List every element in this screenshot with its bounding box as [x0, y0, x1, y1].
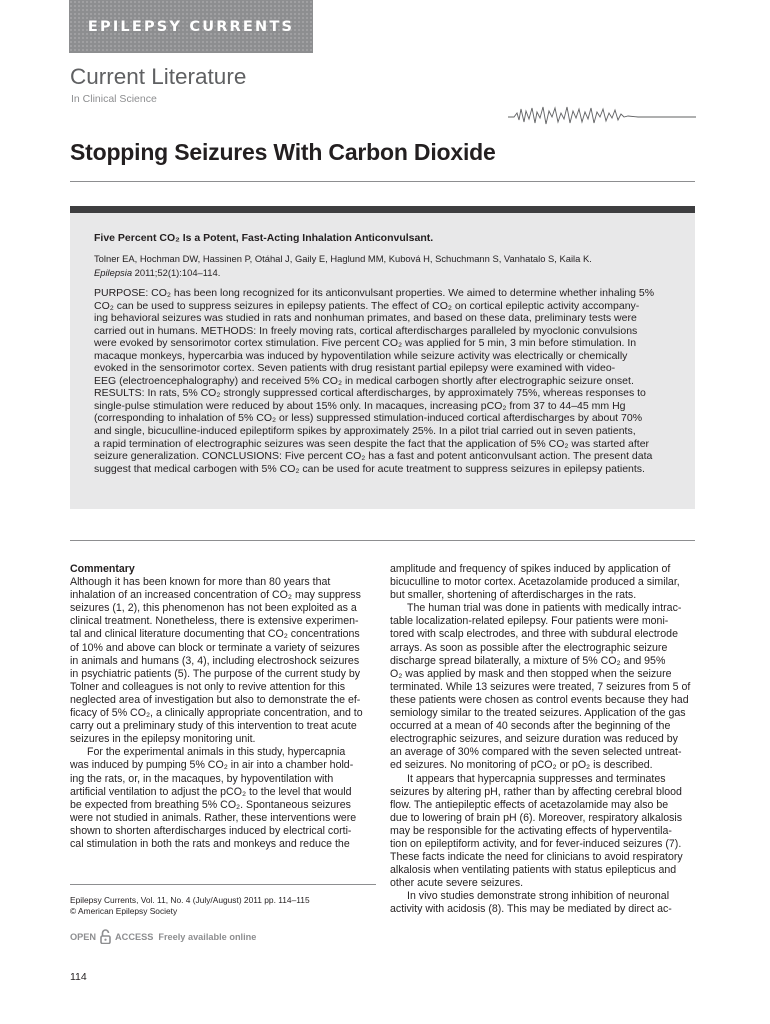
- eeg-wave-decoration: [508, 103, 696, 127]
- commentary-line: carry out a preliminary study of this intervention to treat acute: [70, 720, 357, 733]
- abstract-authors: Tolner EA, Hochman DW, Hassinen P, Otáhal J, Gaily E, Haglund MM, Kubová H, Schuchmann S, Vanhatalo S, Kaila K.: [94, 253, 592, 264]
- commentary-line: terminated. While 13 seizures were treated, 7 seizures from 5 of: [390, 680, 691, 693]
- abstract-line: EEG (electroencephalography) and received 5% CO₂ in medical carbogen shortly after electrographic seizure onset.: [94, 374, 634, 387]
- abstract-line: were evoked by sensorimotor cortex stimulation. Five percent CO₂ was applied for 5 min, 3 min before stimulation. In: [94, 337, 637, 350]
- abstract-line: suggest that medical carbogen with 5% CO₂ can be used for acute treatment to suppress seizures in epilepsy patients.: [94, 462, 645, 475]
- commentary-line: an average of 30% compared with the seven selected untreat-: [390, 746, 682, 759]
- abstract-line: (corresponding to inhalation of 5% CO₂ or less) suppressed stimulation-induced cortical afterdischarges by about 70%: [94, 412, 643, 425]
- open-access-note: Freely available online: [158, 931, 257, 942]
- journal-name: EPILEPSY CURRENTS: [87, 19, 295, 35]
- commentary-left-column: [70, 563, 376, 851]
- commentary-line: It appears that hypercapnia suppresses and terminates: [407, 772, 666, 785]
- abstract-title: Five Percent CO₂ Is a Potent, Fast-Acting Inhalation Anticonvulsant.: [94, 232, 434, 244]
- commentary-line: The human trial was done in patients with medically intrac-: [407, 602, 682, 615]
- commentary-line: table localization-related epilepsy. Four patients were moni-: [390, 615, 669, 628]
- commentary-line: tion on epileptiform activity, and for fever-induced seizures (7).: [390, 837, 682, 850]
- commentary-line: but smaller, shortening of afterdischarges in the rats.: [390, 589, 637, 602]
- commentary-line: In vivo studies demonstrate strong inhibition of neuronal: [407, 890, 670, 903]
- commentary-line: clinical treatment. Nonetheless, there is extensive experimen-: [70, 615, 359, 628]
- open-access-label: [70, 929, 256, 944]
- footer: [70, 895, 310, 917]
- commentary-line: other acute severe seizures.: [390, 877, 524, 890]
- commentary-line: inhalation of an increased concentration of CO₂ may suppress: [70, 589, 361, 602]
- abstract-line: seizure generalization. CONCLUSIONS: Five percent CO₂ has a fast and potent anticonvulsant action. The present data: [94, 450, 653, 463]
- footer-citation: Epilepsy Currents, Vol. 11, No. 4 (July/August) 2011 pp. 114–115: [70, 895, 310, 905]
- commentary-line: Although it has been known for more than 80 years that: [70, 576, 331, 589]
- header-rule: [70, 181, 695, 182]
- section-title: Current Literature: [70, 64, 247, 89]
- commentary-line: be expected from breathing 5% CO₂. Spontaneous seizures: [70, 798, 351, 811]
- abstract-line: a rapid termination of electrographic seizures was seen despite the fact that the application of 5% CO₂ was started after: [94, 437, 650, 450]
- commentary-line: These facts indicate the need for clinicians to avoid respiratory: [390, 851, 683, 864]
- commentary-line: discharge spread bilaterally, a mixture of 5% CO₂ and 95%: [390, 654, 666, 667]
- commentary-line: was induced by pumping 5% CO₂ in air into a chamber hold-: [70, 759, 354, 772]
- commentary-line: shown to shorten afterdischarges induced by electrical corti-: [70, 824, 352, 837]
- section-rule: [70, 540, 695, 541]
- commentary-line: in animals and humans (3, 4), including electroshock seizures: [70, 654, 360, 667]
- abstract-citation: [94, 267, 220, 278]
- abstract-body: [94, 287, 674, 475]
- abstract-line: evoked in the sensorimotor cortex. Seven patients with drug resistant partial epilepsy were examined with video-: [94, 362, 616, 375]
- abstract-line: macaque monkeys, hypercarbia was induced by hypoventilation while seizure activity was electrically or chemically: [94, 349, 628, 362]
- open-access-word-access: ACCESS: [115, 931, 154, 942]
- citation-details: 2011;52(1):104–114.: [132, 267, 221, 278]
- commentary-line: arrays. As soon as possible after the electrographic seizure: [390, 641, 668, 654]
- abstract-line: carried out in humans. METHODS: In freely moving rats, cortical afterdischarges paralleled by myoclonic convulsions: [94, 324, 638, 337]
- page-number: 114: [70, 971, 87, 983]
- commentary-line: activity with acidosis (8). This may be mediated by direct ac-: [390, 903, 672, 916]
- commentary-line: tal and clinical literature documenting that CO₂ concentrations: [70, 628, 360, 641]
- commentary-line: ed seizures. No monitoring of pCO₂ or pO₂ is described.: [390, 759, 653, 772]
- commentary-right-column: [390, 563, 696, 917]
- commentary-line: of 10% and above can block or terminate a variety of seizures: [70, 641, 360, 654]
- commentary-line: these patients were chosen as control events because they had: [390, 693, 689, 706]
- commentary-line: semiology similar to the treated seizures. Application of the gas: [390, 707, 686, 720]
- article-title: Stopping Seizures With Carbon Dioxide: [70, 139, 496, 165]
- commentary-line: may be responsible for the activating effects of hyperventila-: [390, 824, 672, 837]
- commentary-line: Tolner and colleagues is not only to revive attention for this: [70, 680, 346, 693]
- abstract-line: PURPOSE: CO₂ has been long recognized for its anticonvulsant properties. We aimed to determine whether inhaling 5%: [94, 287, 655, 299]
- commentary-line: flow. The antiepileptic effects of acetazolamide may also be: [390, 798, 669, 811]
- commentary-line: in psychiatric patients (5). The purpose of the current study by: [70, 667, 361, 680]
- commentary-line: O₂ was applied by mask and then stopped when the seizure: [390, 667, 672, 680]
- commentary-line: seizures by altering pH, rather than by affecting cerebral blood: [390, 785, 682, 798]
- commentary-line: cal stimulation in both the rats and monkeys and reduce the: [70, 837, 350, 850]
- abstract-line: and single, bicuculline-induced epileptiform spikes by approximately 25%. In a pilot trial carried out in seven patients,: [94, 425, 636, 438]
- abstract-line: ing behavioral seizures was studied in rats and nonhuman primates, and based on these data, preliminary tests were: [94, 312, 637, 325]
- abstract-line: RESULTS: In rats, 5% CO₂ strongly suppressed cortical afterdischarges, by approximately 75%, whereas responses to: [94, 387, 646, 400]
- commentary-line: due to lowering of brain pH (6). Moreover, respiratory alkalosis: [390, 811, 683, 824]
- footer-rule: [70, 884, 376, 885]
- commentary-line: bicuculline to motor cortex. Acetazolamide produced a similar,: [390, 576, 680, 589]
- abstract-line: CO₂ can be used to suppress seizures in epilepsy patients. The effect of CO₂ on cortical epileptic activity accompany-: [94, 299, 640, 312]
- commentary-line: alkalosis when ventilating patients with status epilepticus and: [390, 864, 677, 877]
- commentary-line: tored with scalp electrodes, and three with subdural electrode: [390, 628, 678, 641]
- open-lock-icon: [100, 929, 111, 944]
- commentary-line: ficacy of 5% CO₂, a clinically appropriate concentration, and to: [70, 707, 363, 720]
- abstract-box: [70, 206, 695, 509]
- commentary-line: amplitude and frequency of spikes induced by application of: [390, 563, 671, 575]
- commentary-line: seizures in the epilepsy monitoring unit.: [70, 733, 256, 746]
- commentary-heading: Commentary: [70, 563, 135, 575]
- commentary-line: For the experimental animals in this study, hypercapnia: [87, 746, 346, 759]
- commentary-line: artificial ventilation to adjust the pCO₂ to the level that would: [70, 785, 352, 798]
- abstract-line: single-pulse stimulation were reduced by about 15% only. In macaques, increasing pCO₂ from 37 to 44–45 mm Hg: [94, 399, 626, 412]
- commentary-line: were not studied in animals. Rather, these interventions were: [70, 811, 357, 824]
- commentary-line: electrographic seizures, and seizure duration was reduced by: [390, 733, 678, 746]
- commentary-line: neglected area of investigation but also to demonstrate the ef-: [70, 693, 361, 706]
- footer-copyright: © American Epilepsy Society: [70, 906, 178, 917]
- commentary-line: ing the rats, or, in the macaques, by hypoventilation with: [70, 772, 334, 785]
- commentary-line: occurred at a mean of 40 seconds after the beginning of the: [390, 720, 671, 733]
- citation-journal: Epilepsia: [94, 267, 133, 278]
- commentary-line: seizures (1, 2), this phenomenon has not been exploited as a: [70, 602, 357, 615]
- journal-banner: [69, 0, 313, 53]
- open-access-word-open: OPEN: [70, 931, 97, 942]
- section-subtitle: In Clinical Science: [71, 93, 157, 105]
